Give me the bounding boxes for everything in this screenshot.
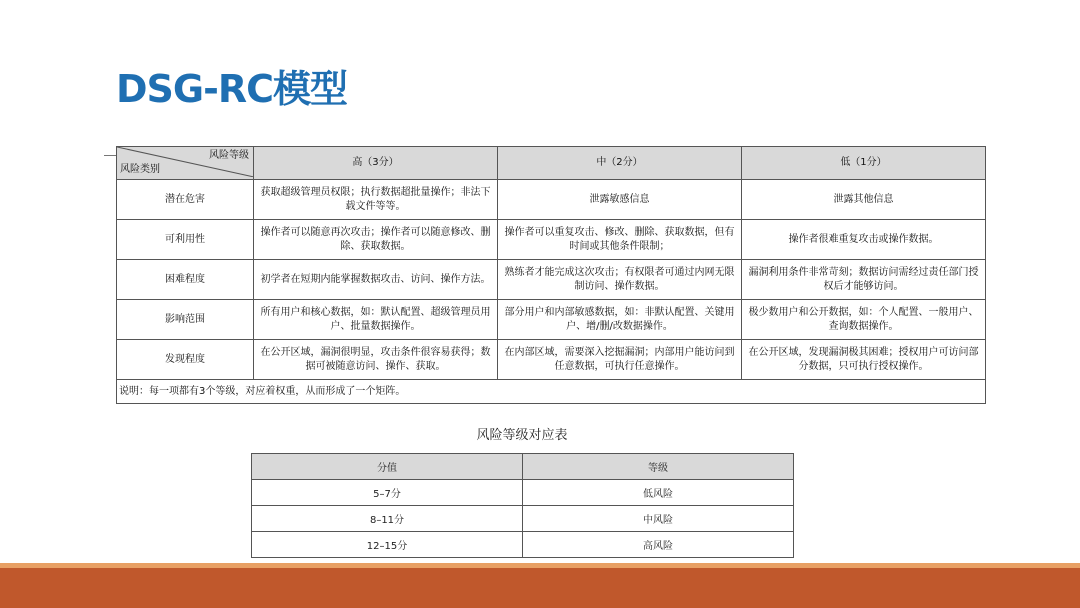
score-cell: 12–15分 <box>252 532 523 558</box>
table-cell: 漏洞利用条件非常苛刻；数据访问需经过责任部门授权后才能够访问。 <box>742 260 986 300</box>
table-row <box>117 300 986 340</box>
column-header-medium: 中（2分） <box>498 147 742 180</box>
level-cell: 中风险 <box>523 506 794 532</box>
table-cell: 操作者可以随意再次攻击；操作者可以随意修改、删除、获取数据。 <box>254 220 498 260</box>
table-cell: 部分用户和内部敏感数据，如：非默认配置、关键用户、增/删/改数据操作。 <box>498 300 742 340</box>
table-cell: 操作者可以重复攻击、修改、删除、获取数据，但有时间或其他条件限制； <box>498 220 742 260</box>
table-cell: 极少数用户和公开数据，如：个人配置、一般用户、查询数据操作。 <box>742 300 986 340</box>
risk-level-table <box>251 453 794 558</box>
score-cell: 8–11分 <box>252 506 523 532</box>
level-table-caption: 风险等级对应表 <box>476 428 568 443</box>
level-cell: 高风险 <box>523 532 794 558</box>
row-category: 潜在危害 <box>117 180 254 220</box>
table-cell: 在内部区域，需要深入挖掘漏洞；内部用户能访问到任意数据，可执行任意操作。 <box>498 340 742 380</box>
table-row <box>117 260 986 300</box>
table-cell: 泄露其他信息 <box>742 180 986 220</box>
note-row <box>117 380 986 404</box>
table-cell: 在公开区域，漏洞很明显，攻击条件很容易获得；数据可被随意访问、操作、获取。 <box>254 340 498 380</box>
column-header-level: 等级 <box>523 454 794 480</box>
table-note: 说明：每一项都有3个等级，对应着权重，从而形成了一个矩阵。 <box>117 380 986 404</box>
row-category: 发现程度 <box>117 340 254 380</box>
risk-table-header-row <box>117 147 986 180</box>
level-table-header-row <box>252 454 794 480</box>
footer-bar <box>0 568 1080 608</box>
table-cell: 熟练者才能完成这次攻击；有权限者可通过内网无限制访问、操作数据。 <box>498 260 742 300</box>
row-category: 困难程度 <box>117 260 254 300</box>
corner-header-cell <box>117 147 254 180</box>
table-cell: 泄露敏感信息 <box>498 180 742 220</box>
table-row <box>117 220 986 260</box>
slide-title: DSG-RC模型 <box>116 67 348 111</box>
corner-label-level: 风险等级 <box>209 150 249 161</box>
column-header-high: 高（3分） <box>254 147 498 180</box>
risk-matrix-table <box>116 146 986 404</box>
table-row <box>252 532 794 558</box>
row-category: 影响范围 <box>117 300 254 340</box>
table-cell: 操作者很难重复攻击或操作数据。 <box>742 220 986 260</box>
table-row <box>252 506 794 532</box>
column-header-score: 分值 <box>252 454 523 480</box>
level-cell: 低风险 <box>523 480 794 506</box>
corner-label-category: 风险类别 <box>120 164 160 175</box>
table-cell: 所有用户和核心数据，如：默认配置、超级管理员用户、批量数据操作。 <box>254 300 498 340</box>
table-cell: 在公开区域，发现漏洞极其困难；授权用户可访问部分数据，只可执行授权操作。 <box>742 340 986 380</box>
table-row <box>117 340 986 380</box>
rule-stub <box>104 155 116 156</box>
score-cell: 5–7分 <box>252 480 523 506</box>
table-cell: 初学者在短期内能掌握数据攻击、访问、操作方法。 <box>254 260 498 300</box>
column-header-low: 低（1分） <box>742 147 986 180</box>
table-row <box>117 180 986 220</box>
row-category: 可利用性 <box>117 220 254 260</box>
table-row <box>252 480 794 506</box>
table-cell: 获取超级管理员权限；执行数据超批量操作；非法下载文件等等。 <box>254 180 498 220</box>
